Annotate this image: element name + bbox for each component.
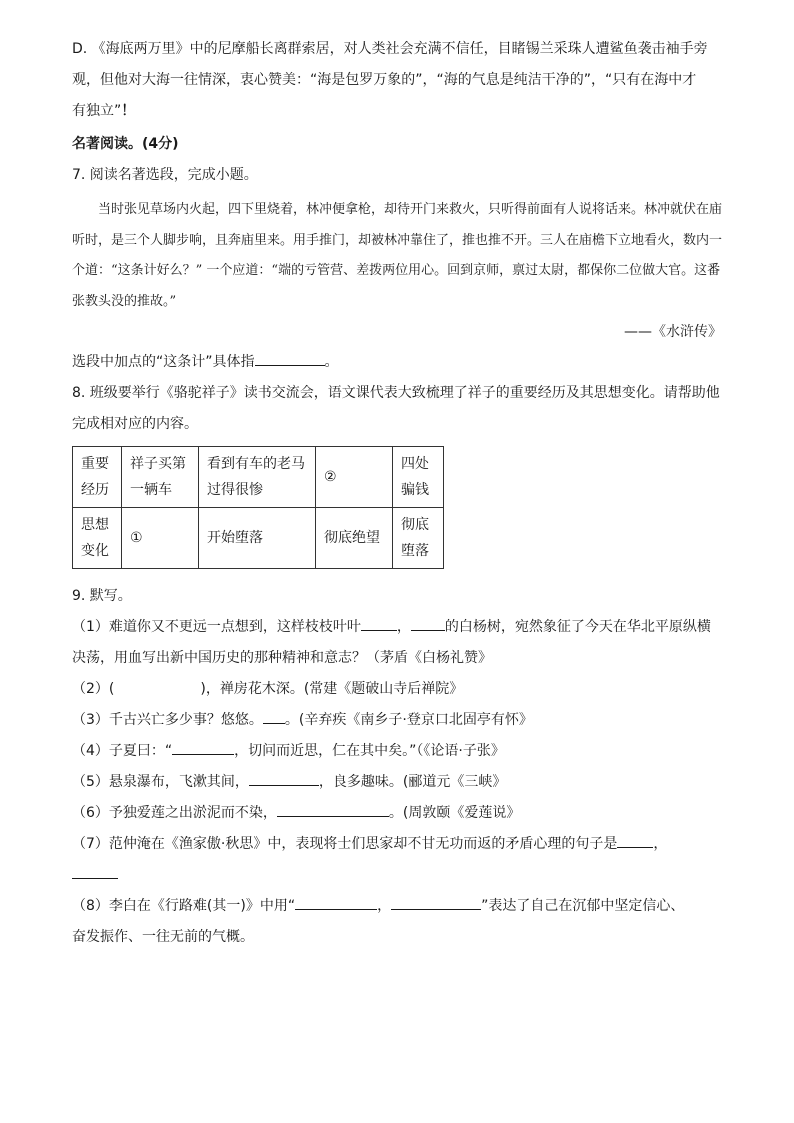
q7-passage: 当时张见草场内火起，四下里烧着，林冲便拿枪，却待开门来救火，只听得前面有人说将话来。林冲就伏在庙听时，是三个人脚步响，且奔庙里来。用手推门，却被林冲靠住了，推也推不开。三人在庙檐下立地看火，数内一个道：“这条计好么？” 一个应道：“端的亏管营、差拨两位用心。回到京师，禀过太尉，都保你二位做大官。这番张教头没的推故。” — [72, 202, 723, 309]
q9-item-5-text: （5）悬泉瀑布，飞漱其间， — [72, 774, 249, 790]
table-row — [73, 447, 444, 508]
option-d-line2: 观，但他对大海一往情深，衷心赞美：“海是包罗万象的”，“海的气息是纯洁干净的”，“只有在海中才 — [72, 72, 697, 88]
answer-blank[interactable] — [72, 864, 118, 879]
q9-item-7-cont — [72, 860, 722, 891]
table-cell: 看到有车的老马过得很惨 — [199, 447, 316, 508]
q9-item-2-text2: )，禅房花木深。(常建《题破山寺后禅院》 — [200, 681, 464, 697]
answer-blank[interactable] — [617, 833, 653, 848]
q8-line2: 完成相对应的内容。 — [72, 416, 198, 432]
answer-blank[interactable] — [263, 709, 285, 724]
table-cell: 彻底绝望 — [316, 508, 393, 569]
q9-item-3-text: （3）千古兴亡多少事？悠悠。 — [72, 712, 263, 728]
table-cell-blank-2[interactable]: ② — [316, 447, 393, 508]
q7-title: 7. 阅读名著选段，完成小题。 — [72, 167, 258, 183]
answer-blank[interactable] — [391, 895, 481, 910]
q9-item-8-comma: ， — [377, 898, 392, 914]
q9-item-7-text: （7）范仲淹在《渔家傲·秋思》中，表现将士们思家却不甘无功而返的矛盾心理的句子是 — [72, 836, 618, 852]
table-cell: 彻底堕落 — [393, 508, 444, 569]
q9-item-7 — [72, 829, 722, 860]
table-cell: 祥子买第一辆车 — [122, 447, 199, 508]
q8-table — [72, 446, 444, 569]
q9-item-8-text: （8）李白在《行路难(其一)》中用“ — [72, 898, 296, 914]
q9-title: 9. 默写。 — [72, 588, 132, 604]
answer-blank[interactable] — [172, 740, 234, 755]
q9-item-4-text2: ，切问而近思，仁在其中矣。”（《论语·子张》 — [234, 743, 505, 759]
table-cell: 开始堕落 — [199, 508, 316, 569]
q9-item-6 — [72, 798, 722, 829]
table-cell: 四处骗钱 — [393, 447, 444, 508]
q9-item-4-text: （4）子夏曰：“ — [72, 743, 173, 759]
q9-item-1 — [72, 612, 722, 643]
q9-item-8 — [72, 891, 722, 922]
q7-question — [72, 347, 722, 378]
q9-item-5 — [72, 767, 722, 798]
q9-item-5-text2: ，良多趣味。(郦道元《三峡》 — [318, 774, 507, 790]
q7-question-end: 。 — [324, 354, 339, 370]
q7-source: ——《水浒传》 — [624, 324, 722, 340]
answer-blank[interactable] — [255, 351, 325, 366]
q9-item-2 — [72, 674, 722, 705]
option-d-line3 — [72, 96, 722, 127]
answer-blank[interactable] — [295, 895, 377, 910]
q9-item-1-cont: 决荡，用血写出新中国历史的那种精神和意志？（茅盾《白杨礼赞》 — [72, 650, 492, 666]
q9-item-3 — [72, 705, 722, 736]
q9-item-8-cont: 奋发振作、一往无前的气概。 — [72, 929, 254, 945]
table-row — [73, 508, 444, 569]
answer-blank[interactable] — [361, 616, 397, 631]
q9-item-8-text2: ”表达了自己在沉郁中坚定信心、 — [481, 898, 685, 914]
answer-blank[interactable] — [249, 771, 319, 786]
q9-item-6-text2: 。(周敦颐《爱莲说》 — [388, 805, 521, 821]
q9-item-1-comma: ， — [396, 619, 411, 635]
q8-line1: 8. 班级要举行《骆驼祥子》读书交流会，语文课代表大致梳理了祥子的重要经历及其思想变化。请帮助他 — [72, 385, 720, 401]
q9-item-4 — [72, 736, 722, 767]
option-d-exclamation: ！ — [121, 103, 136, 119]
table-header-thought: 思想变化 — [73, 508, 122, 569]
exam-page — [72, 34, 722, 953]
option-d-line1: D. 《海底两万里》中的尼摩船长离群索居，对人类社会充满不信任，目睹锡兰采珠人遭鲨鱼袭击袖手旁 — [72, 41, 708, 57]
option-d-line3-text: 有独立” — [72, 103, 122, 119]
answer-blank[interactable] — [277, 802, 389, 817]
answer-blank[interactable] — [411, 616, 445, 631]
table-header-experience: 重要经历 — [73, 447, 122, 508]
q9-item-3-text2: 。(辛弃疾《南乡子·登京口北固亭有怀》 — [284, 712, 533, 728]
q9-item-1-text: （1）难道你又不更远一点想到，这样枝枝叶叶 — [72, 619, 361, 635]
q9-item-6-text: （6）予独爱莲之出淤泥而不染， — [72, 805, 277, 821]
q9-item-2-text: （2）( — [72, 681, 115, 697]
section-heading: 名著阅读。(4分) — [72, 136, 179, 152]
table-cell-blank-1[interactable]: ① — [122, 508, 199, 569]
q9-item-7-comma: ， — [653, 836, 668, 852]
q9-item-1-text2: 的白杨树，宛然象征了今天在华北平原纵横 — [444, 619, 711, 635]
q7-question-text: 选段中加点的“这条计”具体指 — [72, 354, 255, 370]
